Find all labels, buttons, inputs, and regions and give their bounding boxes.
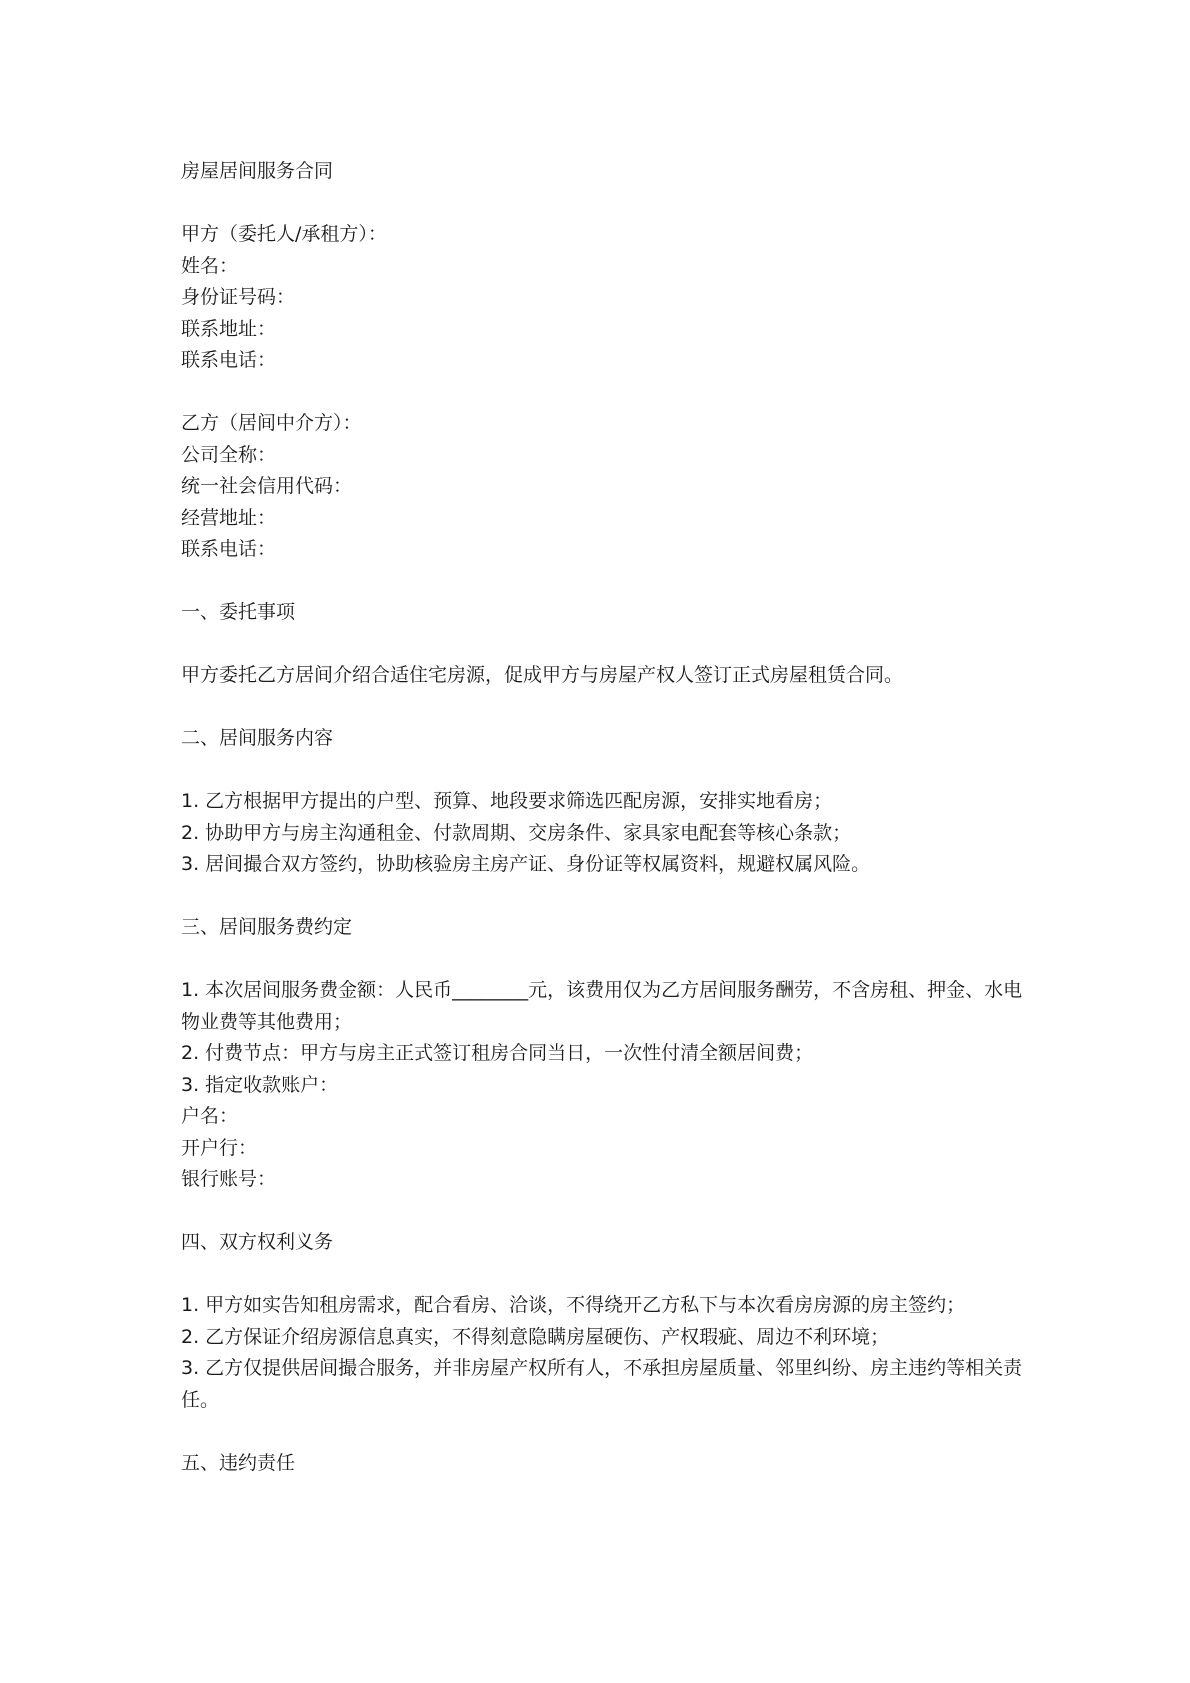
account-number-field: 银行账号： <box>181 1168 277 1190</box>
party-b-credit-code: 统一社会信用代码： <box>181 475 353 497</box>
section-2-item: 2. 协助甲方与房主沟通租金、付款周期、交房条件、家具家电配套等核心条款； <box>181 821 852 844</box>
section-1-body: 甲方委托乙方居间介绍合适住宅房源，促成甲方与房屋产权人签订正式房屋租赁合同。 <box>181 664 904 686</box>
document-body <box>181 156 1031 1479</box>
party-b-phone: 联系电话： <box>181 538 277 560</box>
section-3-item-fee: 1. 本次居间服务费金额：人民币________元，该费用仅为乙方居间服务酬劳，不含房租、押金、水电物业费等其他费用； <box>181 979 1023 1033</box>
document-title: 房屋居间服务合同 <box>181 160 334 182</box>
party-b-heading: 乙方（居间中介方）： <box>181 412 362 434</box>
section-3-heading: 三、居间服务费约定 <box>181 916 353 938</box>
section-4-item: 1. 甲方如实告知租房需求，配合看房、洽谈，不得绕开乙方私下与本次看房房源的房主签约； <box>181 1294 966 1316</box>
section-3-item-account: 3. 指定收款账户： <box>181 1073 339 1096</box>
section-2-item: 3. 居间撮合双方签约，协助核验房主房产证、身份证等权属资料，规避权属风险。 <box>181 853 871 875</box>
account-name-field: 户名： <box>181 1105 239 1127</box>
section-5-heading: 五、违约责任 <box>181 1451 296 1474</box>
party-b-company: 公司全称： <box>181 443 277 466</box>
section-4-item: 2. 乙方保证介绍房源信息真实，不得刻意隐瞒房屋硬伤、产权瑕疵、周边不利环境； <box>181 1325 890 1348</box>
section-3-item-payment: 2. 付费节点：甲方与房主正式签订租房合同当日，一次性付清全额居间费； <box>181 1042 814 1064</box>
section-4-heading: 四、双方权利义务 <box>181 1231 334 1253</box>
section-2-heading: 二、居间服务内容 <box>181 727 334 749</box>
party-b-address: 经营地址： <box>181 506 277 529</box>
bank-field: 开户行： <box>181 1136 258 1159</box>
party-a-name: 姓名： <box>181 254 239 277</box>
party-a-heading: 甲方（委托人/承租方）： <box>181 223 387 245</box>
section-1-heading: 一、委托事项 <box>181 601 296 623</box>
party-a-phone: 联系电话： <box>181 349 277 371</box>
party-a-id-number: 身份证号码： <box>181 286 296 308</box>
section-2-item: 1. 乙方根据甲方提出的户型、预算、地段要求筛选匹配房源，安排实地看房； <box>181 790 833 812</box>
section-4-item: 3. 乙方仅提供居间撮合服务，并非房屋产权所有人，不承担房屋质量、邻里纠纷、房主违约等相关责任。 <box>181 1357 1023 1411</box>
party-a-address: 联系地址： <box>181 317 277 340</box>
